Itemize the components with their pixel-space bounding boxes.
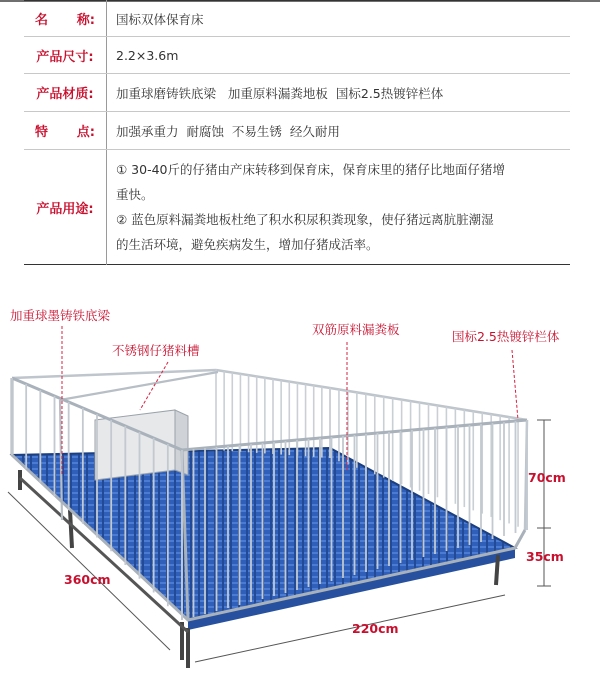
spec-value-size: 2.2×3.6m: [107, 37, 571, 74]
dim-length: 360cm: [64, 572, 111, 587]
spec-value-usage: [107, 150, 571, 265]
product-illustration: [0, 270, 600, 676]
usage-line: ② 蓝色原料漏粪地板杜绝了积水积尿积粪现象，使仔猪远离肮脏潮湿: [116, 212, 494, 227]
usage-line: ① 30-40斤的仔猪由产床转移到保育床，保育床里的猪仔比地面仔猪增: [116, 162, 506, 177]
spec-value-features: 加强承重力 耐腐蚀 不易生锈 经久耐用: [107, 112, 571, 150]
spec-label-size: 产品尺寸:: [24, 37, 107, 74]
callout-galvanized-fence: 国标2.5热镀锌栏体: [452, 329, 560, 344]
usage-line: 的生活环境，避免疾病发生，增加仔猪成活率。: [116, 237, 379, 252]
slatted-floor: [12, 448, 515, 620]
spec-row-material: [24, 74, 570, 112]
dim-leg-height: 35cm: [526, 549, 564, 564]
spec-label-usage: 产品用途:: [24, 150, 107, 265]
callout-slat-floor: 双筋原料漏粪板: [312, 322, 400, 337]
spec-row-usage: [24, 150, 570, 265]
dim-width: 220cm: [352, 621, 399, 636]
spec-value-name: 国标双体保育床: [107, 1, 571, 37]
usage-line: 重快。: [116, 187, 154, 202]
spec-label-material: 产品材质:: [24, 74, 107, 112]
dim-fence-height: 70cm: [528, 470, 566, 485]
spec-table: [24, 0, 570, 265]
spec-row-size: [24, 37, 570, 74]
callout-cast-iron-beam: 加重球墨铸铁底梁: [10, 308, 111, 323]
spec-label-features: 特 点:: [24, 112, 107, 150]
spec-value-material: 加重球磨铸铁底梁 加重原料漏粪地板 国标2.5热镀锌栏体: [107, 74, 571, 112]
callout-steel-trough: 不锈钢仔猪料槽: [112, 343, 200, 358]
spec-label-name: 名 称:: [24, 1, 107, 37]
spec-row-name: [24, 1, 570, 37]
spec-row-features: [24, 112, 570, 150]
